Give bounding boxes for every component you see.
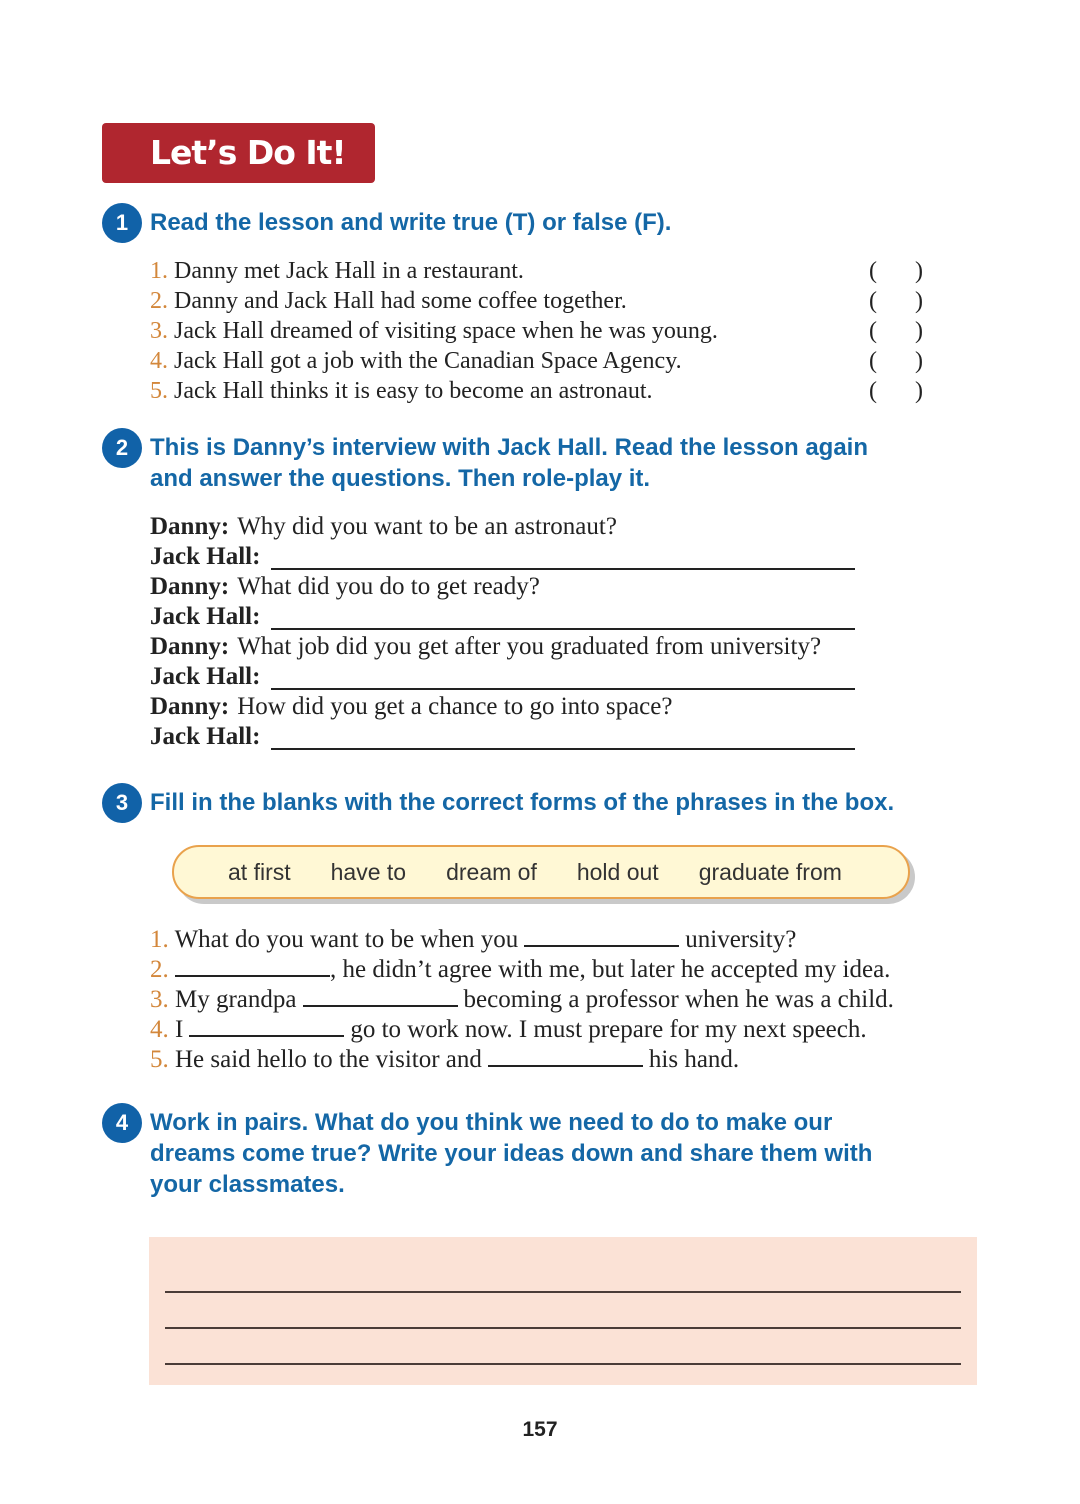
answer-line: Jack Hall: [150,722,821,752]
exercise-4-header [102,1103,872,1200]
exercise-2-header [102,428,868,494]
answer-parens[interactable]: ( ) [869,288,923,314]
exercise-4-instruction: Work in pairs. What do you think we need to do to make our dreams come true? Write your ideas down and share them with your classmates. [150,1109,873,1198]
fill-item: 3. My grandpa becoming a professor when he was a child. [150,986,894,1013]
answer-parens[interactable]: ( ) [869,378,923,404]
exercise-3-badge: 3 [102,783,142,823]
phrase: graduate from [698,858,842,885]
exercise-3-instruction: Fill in the blanks with the correct forms of the phrases in the box. [150,789,895,816]
fill-blank[interactable] [175,955,330,977]
exercise-1-badge: 1 [102,203,142,243]
writing-line[interactable] [165,1327,961,1329]
answer-line: Jack Hall: [150,602,821,632]
dialogue-line: Danny: What job did you get after you graduated from university? [150,633,822,660]
fill-blank[interactable] [524,925,679,947]
answer-blank[interactable] [271,666,855,690]
tf-item: 2. Danny and Jack Hall had some coffee together. ( ) [150,288,923,314]
exercise-1-header [102,203,671,243]
phrase: hold out [576,858,659,885]
answer-parens[interactable]: ( ) [869,318,923,344]
exercise-2-instruction: This is Danny’s interview with Jack Hall. Read the lesson again and answer the questions. Then role-play it. [150,434,869,492]
phrase: at first [228,858,291,885]
answer-blank[interactable] [271,726,855,750]
answer-blank[interactable] [271,546,855,570]
answer-line: Jack Hall: [150,542,821,572]
phrase-box [172,845,910,899]
exercise-3-list [150,925,894,1075]
fill-blank[interactable] [488,1045,643,1067]
interview-dialogue [150,512,821,752]
answer-line: Jack Hall: [150,662,821,692]
page-number: 157 [522,1418,558,1441]
tf-item: 4. Jack Hall got a job with the Canadian Space Agency. ( ) [150,348,923,374]
fill-item: 5. He said hello to the visitor and his hand. [150,1046,740,1073]
exercise-4-badge: 4 [102,1103,142,1143]
tf-item: 3. Jack Hall dreamed of visiting space when he was young. ( ) [150,318,923,344]
answer-parens[interactable]: ( ) [869,258,923,284]
fill-item: 1. What do you want to be when you university? [150,926,797,953]
answer-blank[interactable] [271,606,855,630]
exercise-1-instruction: Read the lesson and write true (T) or false (F). [150,209,672,236]
dialogue-line: Danny: How did you get a chance to go into space? [150,693,673,720]
writing-line[interactable] [165,1363,961,1365]
exercise-3-header [102,783,894,823]
answer-parens[interactable]: ( ) [869,348,923,374]
phrase: have to [330,858,407,885]
lets-do-it-banner: Let’s Do It! [102,123,375,183]
exercise-1-list [150,256,923,406]
writing-area[interactable] [149,1237,977,1385]
fill-item: 2. , he didn’t agree with me, but later he accepted my idea. [150,956,891,983]
fill-blank[interactable] [189,1015,344,1037]
writing-line[interactable] [165,1291,961,1293]
tf-item: 1. Danny met Jack Hall in a restaurant. ( ) [150,258,923,284]
exercise-2-badge: 2 [102,428,142,468]
fill-item: 4. I go to work now. I must prepare for my next speech. [150,1016,867,1043]
tf-item: 5. Jack Hall thinks it is easy to become an astronaut. ( ) [150,378,923,404]
fill-blank[interactable] [303,985,458,1007]
dialogue-line: Danny: What did you do to get ready? [150,573,540,600]
phrase: dream of [446,858,537,885]
dialogue-line: Danny: Why did you want to be an astronaut? [150,513,617,540]
